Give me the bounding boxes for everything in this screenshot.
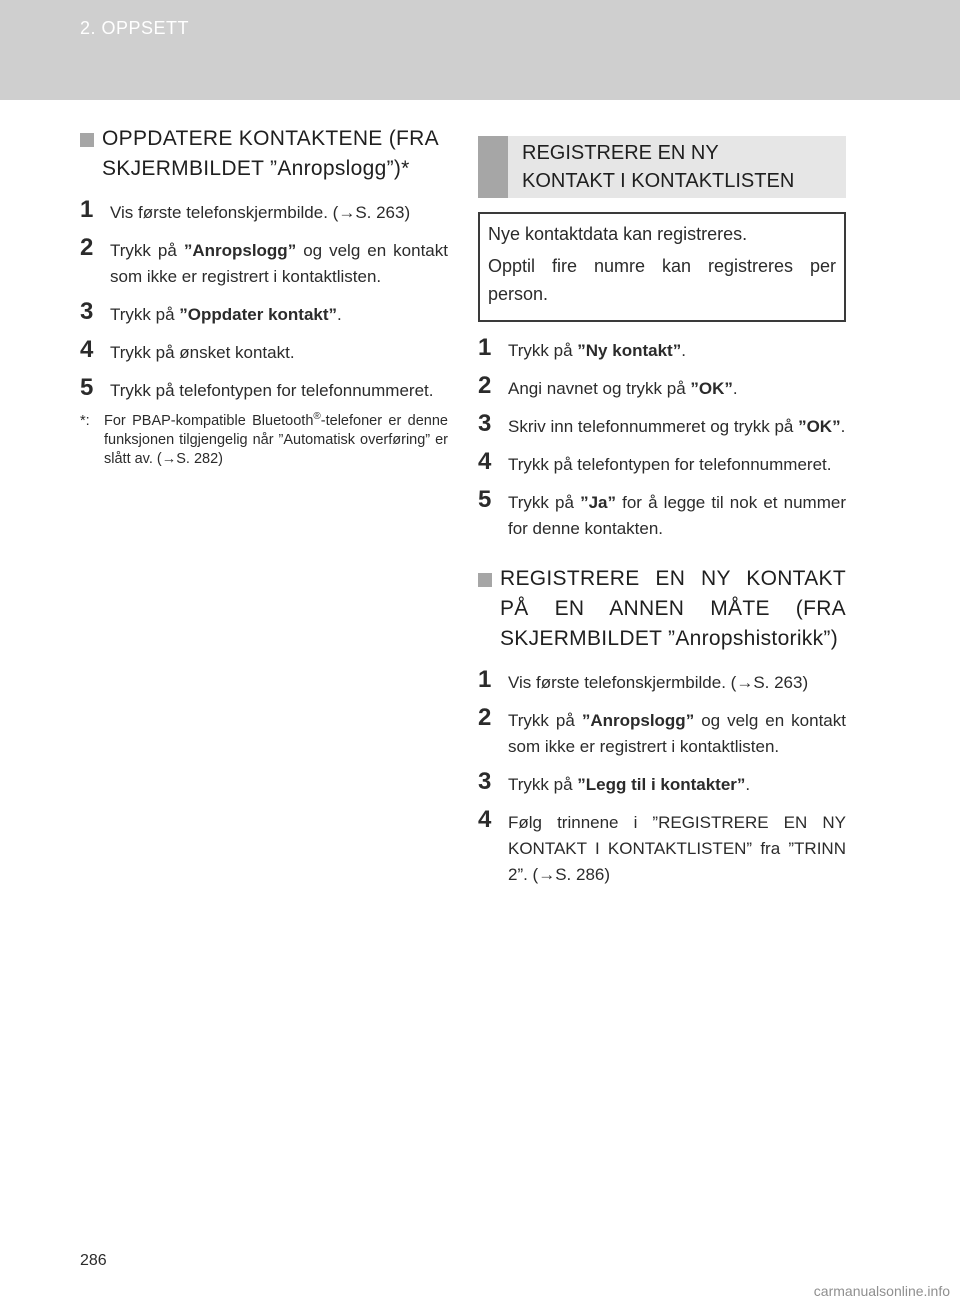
step-number: 1 xyxy=(80,196,94,223)
left-column xyxy=(80,124,448,469)
step-text: Trykk på xyxy=(508,493,581,512)
step-text: Skriv inn telefonnummeret og trykk på xyxy=(508,417,799,436)
step-item xyxy=(478,334,846,364)
step-number: 1 xyxy=(478,334,492,361)
registered-mark: ® xyxy=(313,411,321,423)
step-emphasis: ”Anropslogg” xyxy=(581,711,695,730)
step-item xyxy=(80,298,448,328)
step-item xyxy=(80,374,448,404)
step-text: Trykk på xyxy=(110,241,184,260)
step-number: 3 xyxy=(80,298,94,325)
step-text: Trykk på xyxy=(508,341,578,360)
step-text: . xyxy=(840,417,846,436)
heading-line: REGISTRERE EN NY KONTAKT xyxy=(500,567,846,590)
step-item xyxy=(80,196,448,226)
step-emphasis: ”OK” xyxy=(798,417,841,436)
title-line: REGISTRERE EN NY xyxy=(522,142,719,164)
step-item xyxy=(478,806,846,888)
title-line: KONTAKT I KONTAKTLISTEN xyxy=(522,170,795,192)
step-text: Trykk på telefontypen for telefonnummeret. xyxy=(110,381,434,400)
step-text: Trykk på xyxy=(508,711,582,730)
step-item xyxy=(80,336,448,366)
step-item xyxy=(478,704,846,760)
heading-line: SKJERMBILDET ”Anropslogg”)* xyxy=(102,157,410,180)
right-column xyxy=(478,136,846,900)
footnote-text: For PBAP-kompatible Bluetooth xyxy=(104,413,314,429)
step-number: 3 xyxy=(478,410,492,437)
footnote xyxy=(80,412,448,469)
heading-line: OPPDATERE KONTAKTENE (FRA xyxy=(102,127,439,150)
step-text: Trykk på ønsket kontakt. xyxy=(110,343,295,362)
step-number: 5 xyxy=(80,374,94,401)
step-item xyxy=(80,234,448,290)
step-text: Vis første telefonskjermbilde. (→S. 263) xyxy=(508,673,809,692)
heading-line: PÅ EN ANNEN MÅTE (FRA xyxy=(500,597,846,620)
step-number: 2 xyxy=(80,234,94,261)
step-text: og velg en kontakt som ikke er registrert i kontaktlisten. xyxy=(508,711,846,756)
footnote-text: -telefoner er denne funksjonen tilgjengelig når ”Automatisk overføring” er slått av. (→S. 282) xyxy=(104,413,448,467)
info-box xyxy=(478,212,846,322)
step-text: Trykk på telefontypen for telefonnummeret. xyxy=(508,455,832,474)
step-number: 5 xyxy=(478,486,492,513)
step-number: 1 xyxy=(478,666,492,693)
step-emphasis: ”Oppdater kontakt” xyxy=(179,305,338,324)
step-text: . xyxy=(681,341,686,360)
step-number: 2 xyxy=(478,372,492,399)
page-header xyxy=(0,0,960,100)
step-emphasis: ”Ja” xyxy=(580,493,616,512)
step-text: . xyxy=(732,379,738,398)
step-text: Trykk på xyxy=(110,305,180,324)
step-text: . xyxy=(337,305,342,324)
step-emphasis: ”OK” xyxy=(690,379,733,398)
section-title: 2. OPPSETT xyxy=(80,18,190,38)
step-emphasis: ”Legg til i kontakter” xyxy=(577,775,746,794)
step-number: 2 xyxy=(478,704,492,731)
step-number: 3 xyxy=(478,768,492,795)
section-title-text xyxy=(522,139,794,195)
step-emphasis: ”Anropslogg” xyxy=(183,241,297,260)
step-number: 4 xyxy=(80,336,94,363)
step-emphasis: ”Ny kontakt” xyxy=(577,341,682,360)
step-text: Vis første telefonskjermbilde. (→S. 263) xyxy=(110,203,411,222)
step-text: . xyxy=(745,775,751,794)
step-text: Trykk på xyxy=(508,775,578,794)
step-item xyxy=(478,448,846,478)
step-text: Følg trinnene i ”REGISTRERE EN NY KONTAKT I KONTAKTLISTEN” fra ”TRINN 2”. (→S. 286) xyxy=(508,813,846,884)
square-bullet-icon xyxy=(80,133,94,147)
step-item xyxy=(478,666,846,696)
step-text: for å legge til nok et nummer for denne kontakten. xyxy=(508,493,846,538)
info-text: Opptil fire numre kan registreres per person. xyxy=(488,256,836,304)
heading-line: SKJERMBILDET ”Anropshistorikk”) xyxy=(500,627,838,650)
step-text: og velg en kontakt som ikke er registrert i kontaktlisten. xyxy=(110,241,448,286)
footnote-mark: *: xyxy=(80,413,90,429)
subsection-heading xyxy=(80,124,448,184)
square-bullet-icon xyxy=(478,573,492,587)
page-number: 286 xyxy=(80,1252,107,1269)
step-text: Angi navnet og trykk på xyxy=(508,379,691,398)
watermark: carmanualsonline.info xyxy=(813,1283,950,1299)
step-item xyxy=(478,486,846,542)
step-number: 4 xyxy=(478,448,492,475)
step-item xyxy=(478,768,846,798)
section-title-box xyxy=(478,136,846,198)
title-bar-accent xyxy=(478,136,508,198)
step-number: 4 xyxy=(478,806,492,833)
info-text: Nye kontaktdata kan registreres. xyxy=(488,224,748,244)
subsection-heading xyxy=(478,564,846,654)
step-item xyxy=(478,372,846,402)
step-item xyxy=(478,410,846,440)
